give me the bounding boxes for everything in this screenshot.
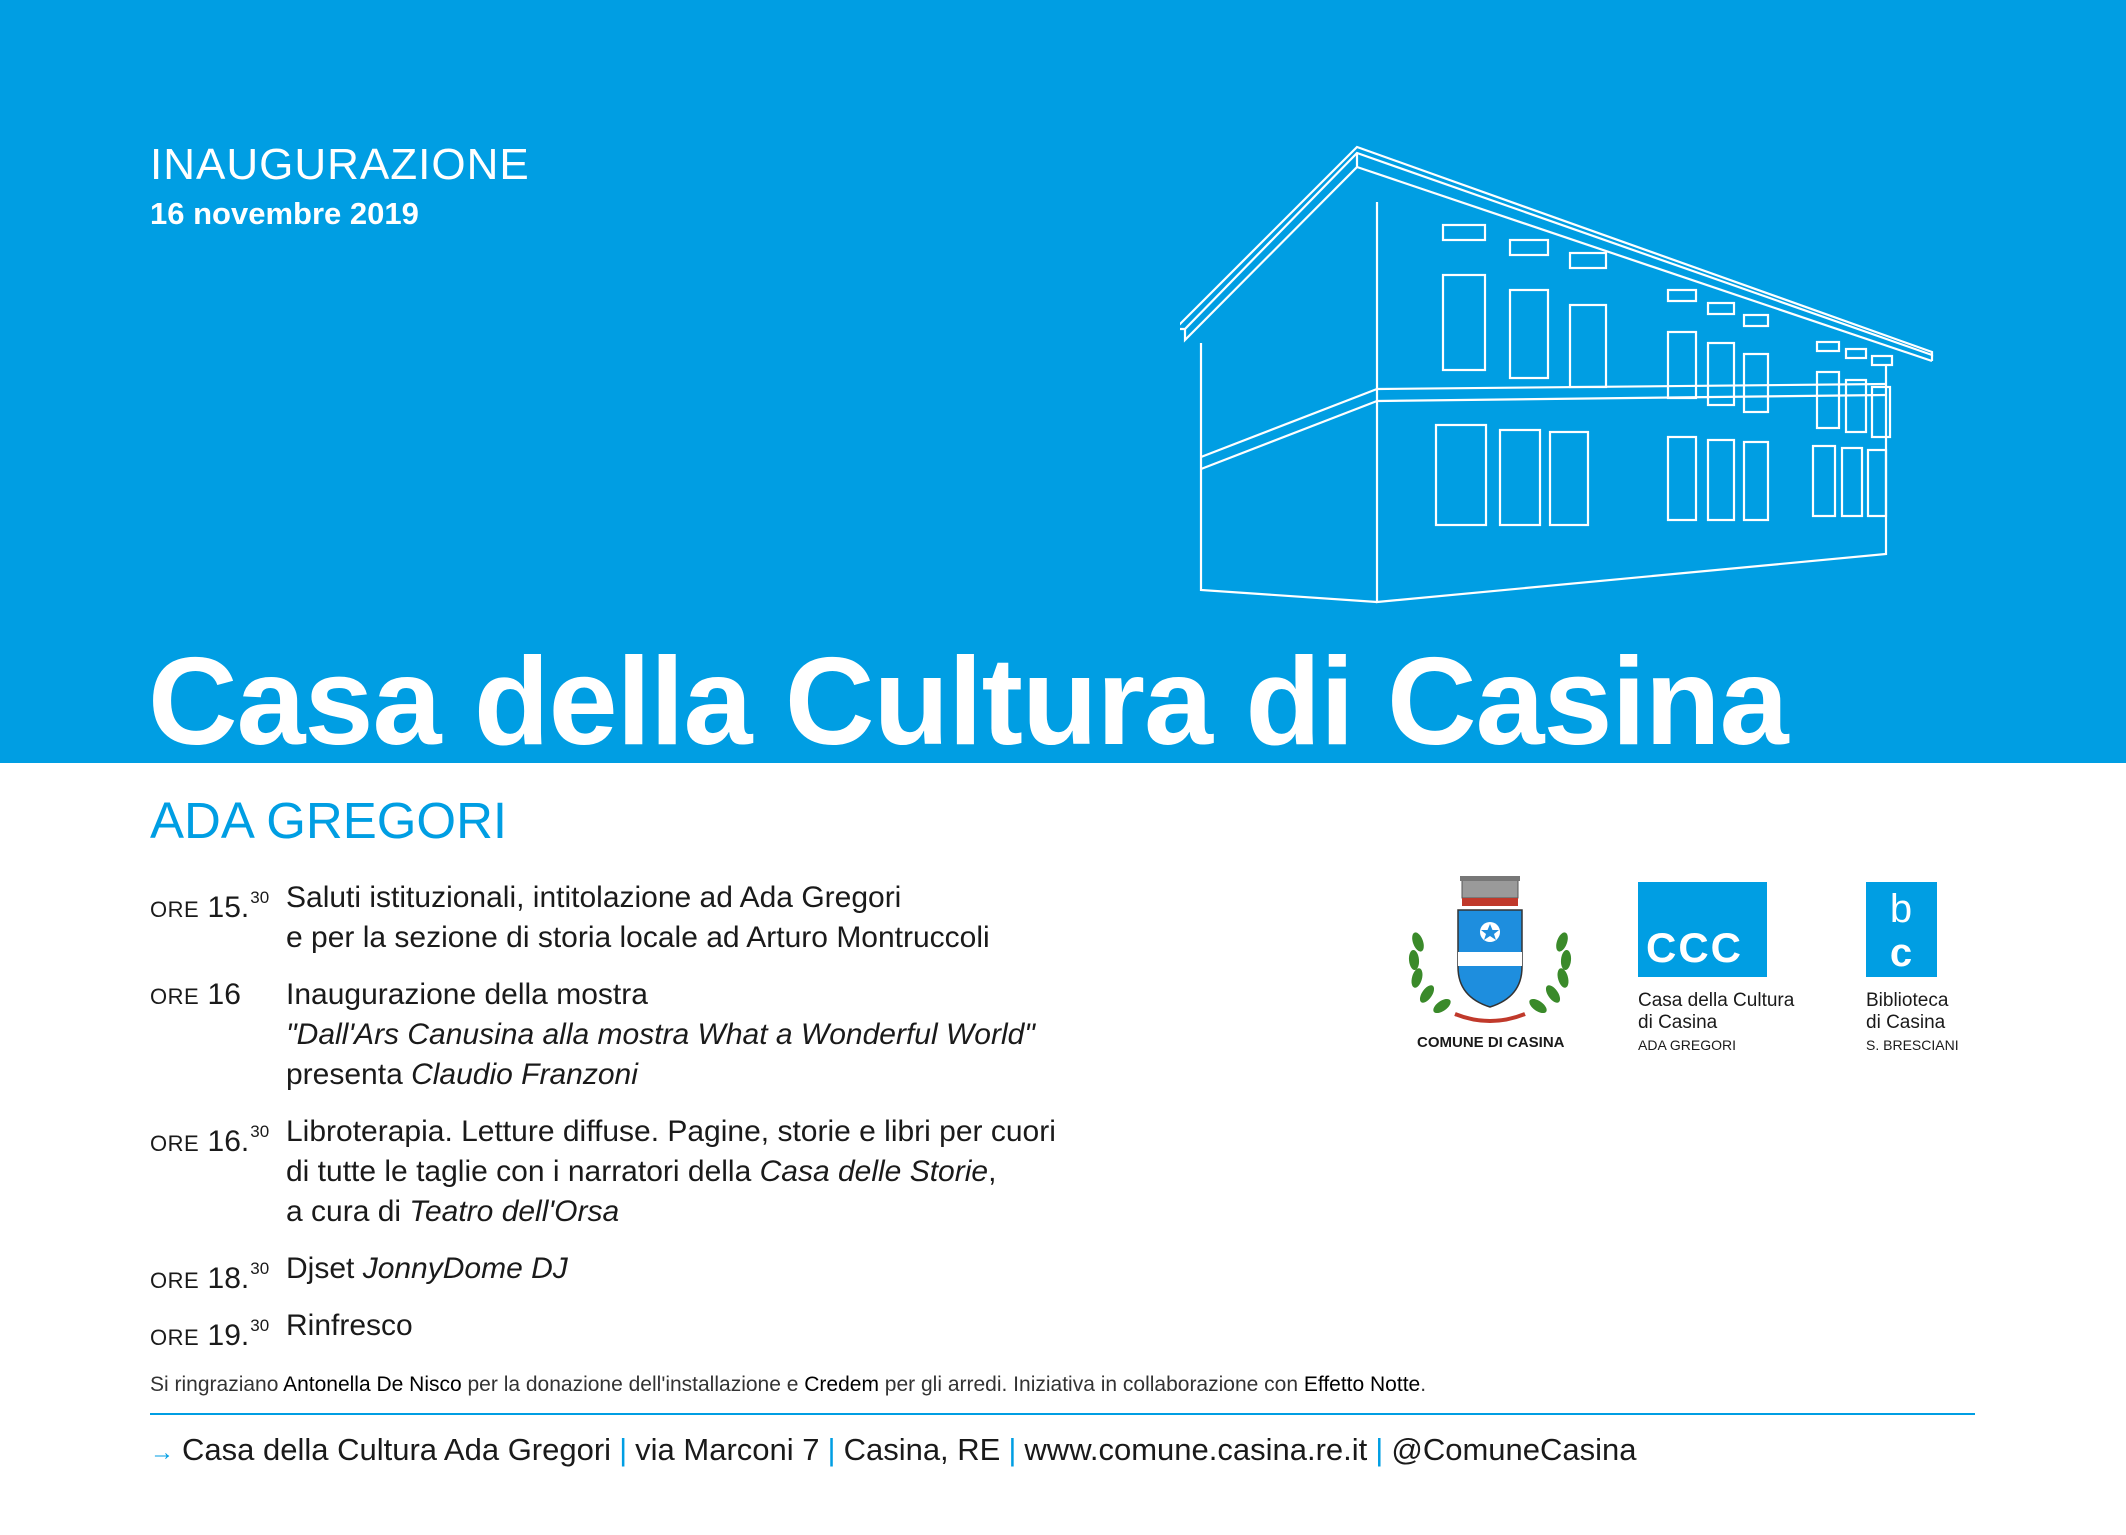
footer-item[interactable]: @ComuneCasina [1391, 1432, 1637, 1467]
acknowledgements: Si ringraziano Antonella De Nisco per la donazione dell'installazione e Credem per gli arredi. Iniziativa in collaborazione con Effetto Notte. [150, 1373, 1427, 1396]
program-item [150, 1112, 1250, 1232]
footer-divider [150, 1413, 1975, 1415]
program-description: Inaugurazione della mostra "Dall'Ars Canusina alla mostra What a Wonderful World" presenta Claudio Franzoni [286, 978, 1035, 1091]
arrow-right-icon: → [150, 1439, 174, 1466]
program-time: ORE 18.30 [150, 1259, 270, 1295]
program-description: Rinfresco [286, 1309, 413, 1342]
left-facade [1201, 343, 1377, 602]
program-item [150, 1249, 1250, 1295]
program-time: ORE 16.30 [150, 1122, 270, 1158]
biblioteca-logo [1866, 882, 1937, 977]
program-time: ORE 19.30 [150, 1316, 270, 1352]
footer-item[interactable]: www.comune.casina.re.it [1024, 1432, 1368, 1467]
roof-edge [1185, 153, 1357, 340]
ccc-logo [1638, 882, 1767, 977]
crown-icon [1462, 880, 1518, 898]
ccc-logo-caption: Casa della Cultura di Casina ADA GREGORI [1638, 990, 1795, 1053]
event-program [150, 878, 1250, 1363]
sponsor-name: Credem [804, 1373, 879, 1396]
event-tag: INAUGURAZIONE [150, 140, 530, 189]
program-description: Libroterapia. Letture diffuse. Pagine, storie e libri per cuori di tutte le taglie con i narratori della Casa delle Storie, a cura di Teatro dell'Orsa [286, 1115, 1056, 1228]
sponsor-name: Effetto Notte [1303, 1373, 1421, 1396]
logos-area [1400, 872, 2000, 1072]
program-description: Djset JonnyDome DJ [286, 1252, 568, 1285]
building-illustration [1180, 140, 1940, 610]
footer-separator: | [1008, 1432, 1017, 1467]
footer-separator: | [1375, 1432, 1384, 1467]
sponsor-name: Antonella De Nisco [283, 1373, 462, 1396]
window [1443, 275, 1485, 370]
event-date: 16 novembre 2019 [150, 196, 419, 231]
program-time: ORE 16 [150, 978, 241, 1011]
footer-item: Casa della Cultura Ada Gregori [182, 1432, 612, 1467]
comune-logo-label: COMUNE DI CASINA [1417, 1034, 1565, 1051]
program-item [150, 1306, 1250, 1352]
bc-mark-top: b [1889, 887, 1913, 931]
footer-item: via Marconi 7 [635, 1432, 820, 1467]
front-facade [1377, 202, 1886, 602]
ccc-logo-mark: CCC [1646, 924, 1743, 971]
page-title: Casa della Cultura di Casina [148, 633, 1788, 771]
comune-coat-of-arms-logo [1400, 872, 1580, 1032]
program-time: ORE 15.30 [150, 888, 270, 924]
footer-separator: | [827, 1432, 836, 1467]
program-item [150, 878, 1250, 958]
page-subtitle: ADA GREGORI [150, 792, 508, 849]
bc-mark-bottom: c [1889, 931, 1913, 975]
footer-contacts [150, 1430, 1637, 1473]
program-item [150, 975, 1250, 1095]
program-description: Saluti istituzionali, intitolazione ad Ada Gregori e per la sezione di storia locale ad Arturo Montruccoli [286, 881, 990, 954]
footer-item: Casina, RE [843, 1432, 1001, 1467]
footer-separator: | [619, 1432, 628, 1467]
biblioteca-logo-caption: Biblioteca di Casina S. BRESCIANI [1866, 990, 1959, 1053]
